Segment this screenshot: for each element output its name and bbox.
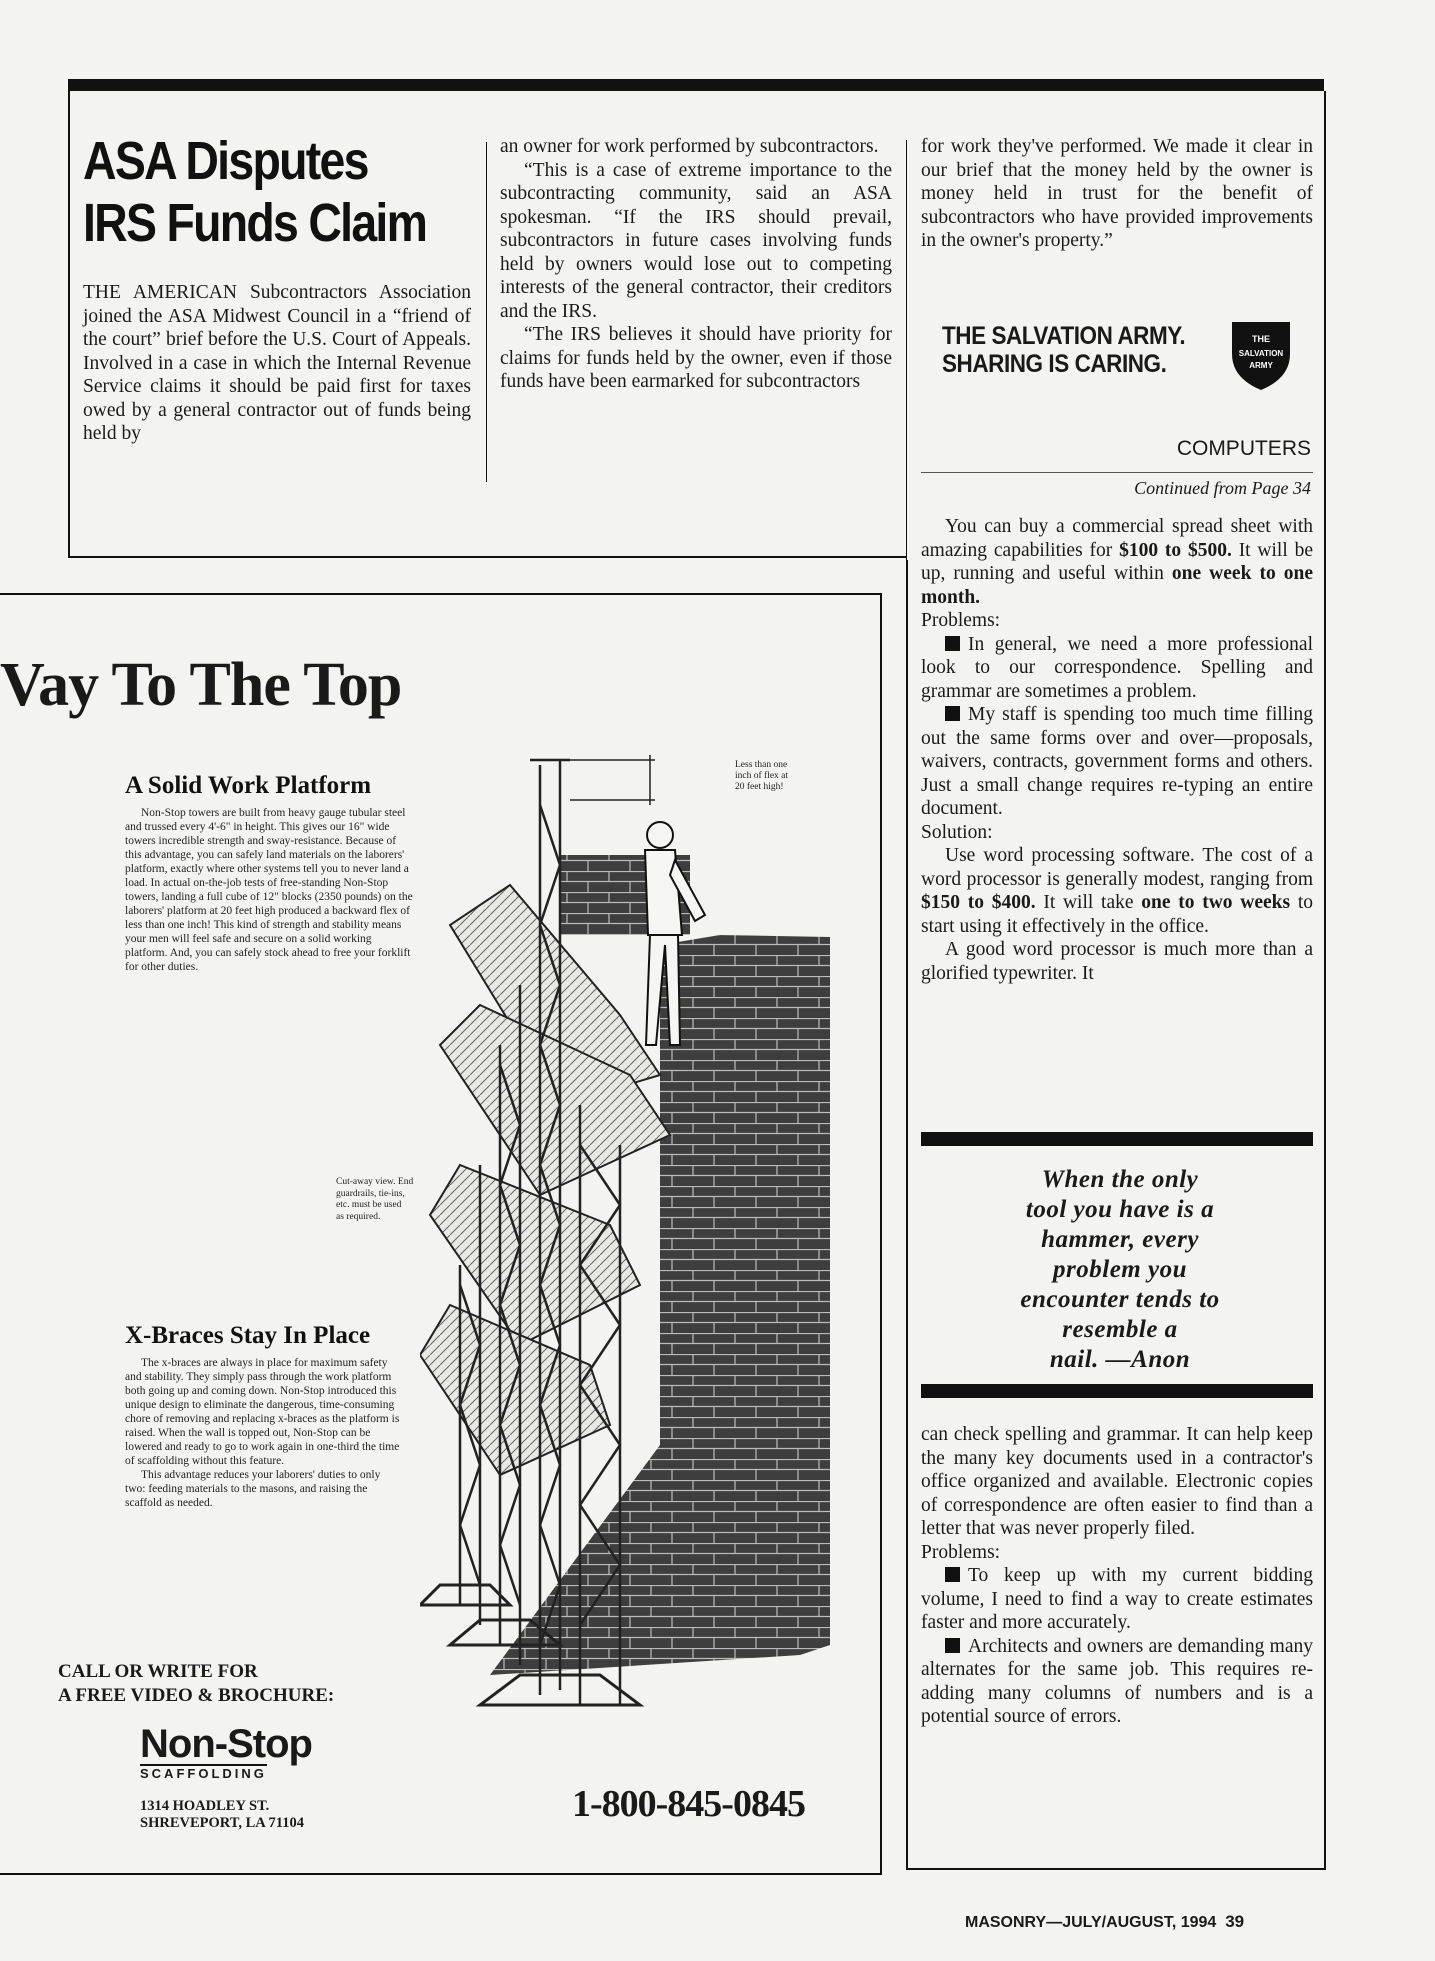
- quote-line: When the only: [1041, 1166, 1199, 1193]
- article-col2-p1: an owner for work performed by subcontractors.: [500, 136, 879, 157]
- computers-bullet1: In general, we need a more professional look to our correspondence. Spelling and grammar are sometimes a problem.: [921, 633, 1313, 702]
- computers-bullet4: Architects and owners are demanding many alternates for the same job. This requires re-adding many columns of numbers and is a potential source of errors.: [921, 1635, 1313, 1727]
- cutaway-note: Cut-away view. End guardrails, tie-ins, etc. must be used as required.: [336, 1177, 414, 1222]
- computers-solution: Solution:: [921, 821, 993, 843]
- computers-bullet2: My staff is spending too much time filling out the same forms over and over—proposals, waivers, contracts, government forms and others. Just a small change requires re-typing an entire document.: [921, 704, 1313, 819]
- article-col2-p3: “The IRS believes it should have priority for claims for funds held by the owner, even if those funds have been earmarked for subcontractors: [500, 324, 892, 392]
- ad-border-bottom: [0, 1873, 882, 1875]
- footer-text: MASONRY—JULY/AUGUST, 1994 39: [965, 1912, 1245, 1931]
- shield-text-mid: SALVATION: [1238, 349, 1284, 358]
- ad-border-right: [880, 593, 882, 1875]
- computers-section-rule: [921, 472, 1313, 473]
- quote-line: hammer, every: [1041, 1226, 1199, 1253]
- salvation-army-line1: THE SALVATION ARMY.: [942, 322, 1186, 350]
- ad-heading-xbraces: X-Braces Stay In Place: [125, 1322, 371, 1349]
- shield-text-bot: ARMY: [1249, 361, 1273, 370]
- computers-col-bottom: [921, 1423, 1313, 1729]
- article-col-divider-2: [906, 140, 907, 560]
- quote-line: encounter tends to: [1020, 1286, 1220, 1313]
- article-col-3: [921, 135, 1313, 253]
- quote-rule-top: [921, 1132, 1313, 1146]
- ad-border-top: [0, 593, 882, 595]
- computers-section-title: COMPUTERS: [1176, 437, 1311, 460]
- ad-body-xbraces: The x-braces are always in place for maximum safety and stability. They simply pass through the work platform both going up and coming down. Non-Stop introduced this unique design to eliminate the dangerous, time-consuming chore of removing and replacing x-braces as the platform is raised. When the wall is topped out, Non-Stop can be lowered and ready to go to work again in one-third the time of scaffolding without this feature. This advantage reduces your laborers' duties to only two: feeding materials to the masons, and raising the scaffold as needed.: [125, 1357, 400, 1509]
- article-box-left: [68, 91, 70, 558]
- flex-note: Less than one inch of flex at 20 feet high!: [735, 760, 789, 792]
- computers-col-top: [921, 515, 1313, 985]
- ad-cta-line1: CALL OR WRITE FOR: [58, 1661, 258, 1682]
- ad-address-2: SHREVEPORT, LA 71104: [140, 1815, 304, 1831]
- bullet-square-icon: [945, 706, 960, 721]
- salvation-army-shield-icon: [1228, 316, 1294, 392]
- article-col3-text: for work they've performed. We made it clear in our brief that the money held by the owner is money held in trust for the benefit of subcontractors who have provided improvements in the owner's property.”: [921, 136, 1313, 251]
- article-col2-p2: “This is a case of extreme importance to the subcontracting community, said an ASA spokesman. “If the IRS should prevail, subcontractors in future cases involving funds held by owners would lose out to competing interests of the general contractor, their creditors and the IRS.: [500, 159, 892, 322]
- computers-col-border-left: [906, 560, 908, 1870]
- computers-bullet3: To keep up with my current bidding volume, I need to find a way to create estimates faster and more accurately.: [921, 1565, 1313, 1633]
- computers-p3: A good word processor is much more than a glorified typewriter. It: [921, 939, 1313, 984]
- article-col-2: [500, 135, 892, 394]
- quote-line: tool you have is a: [1025, 1196, 1215, 1223]
- shield-text-top: THE: [1252, 334, 1270, 344]
- ad-phone: 1-800-845-0845: [572, 1783, 805, 1825]
- computers-p4: can check spelling and grammar. It can help keep the many key documents used in a contractor's office organized and available. Electronic copies of correspondence are often easier to find than a letter that was never properly filed.: [921, 1424, 1313, 1539]
- quote-block: [930, 1165, 1310, 1375]
- scaffold-illustration: [420, 745, 870, 1730]
- computers-p1: You can buy a commercial spread sheet with amazing capabilities for $100 to $500. It will be up, running and useful within one week to one month.: [921, 516, 1313, 608]
- computers-col-border-bottom: [906, 1868, 1326, 1870]
- computers-col-border-right: [1324, 91, 1326, 1870]
- article-box-bottom: [68, 556, 906, 558]
- quote-line: problem you: [1053, 1256, 1187, 1283]
- bullet-square-icon: [945, 1567, 960, 1582]
- ad-cta-line2: A FREE VIDEO & BROCHURE:: [58, 1685, 335, 1706]
- computers-problems2: Problems:: [921, 1541, 1001, 1563]
- article-col-divider-1: [486, 142, 487, 482]
- computers-p2: Use word processing software. The cost of a word processor is generally modest, ranging from $150 to $400. It will take one to two weeks to start using it effectively in the office.: [921, 845, 1313, 937]
- top-rule: [68, 79, 1324, 91]
- article-headline-2: IRS Funds Claim: [83, 193, 427, 253]
- computers-problems1: Problems:: [921, 610, 1001, 631]
- quote-line: resemble a: [1062, 1316, 1178, 1343]
- ad-address-1: 1314 HOADLEY ST.: [140, 1798, 270, 1814]
- ad-heading-platform: A Solid Work Platform: [125, 772, 372, 799]
- bullet-square-icon: [945, 636, 960, 651]
- quote-line: nail. —Anon: [1049, 1346, 1191, 1373]
- ad-body-platform: Non-Stop towers are built from heavy gauge tubular steel and trussed every 4'-6" in height. This gives our 16" wide towers incredible strength and sway-resistance. Because of this advantage, you can safely land materials on the laborers' platform, exactly where other systems tell you to never land a load. In actual on-the-job tests of free-standing Non-Stop towers, landing a full cube of 12" blocks (2350 pounds) on the laborers' platform at 20 feet high produced a backward flex of less than one inch! This kind of strength and stability means your men will feel safe and secure on a solid working platform. And, you can safely stock ahead to free your forklift for other duties.: [125, 807, 413, 973]
- ad-title: Vay To The Top: [0, 651, 402, 719]
- computers-continued: Continued from Page 34: [1134, 478, 1311, 498]
- article-col-1: [83, 281, 471, 446]
- quote-rule-bottom: [921, 1384, 1313, 1398]
- article-col1-text: THE AMERICAN Subcontractors Association joined the ASA Midwest Council in a “friend of the court” brief before the U.S. Court of Appeals. Involved in a case in which the Internal Revenue Service claims it should be paid first for taxes owed by a general contractor out of funds being held by: [83, 282, 471, 444]
- salvation-army-line2: SHARING IS CARING.: [942, 350, 1167, 378]
- article-headline-1: ASA Disputes: [83, 131, 368, 191]
- nonstop-logo: Non-Stop SCAFFOLDING: [140, 1722, 312, 1781]
- flex-dimension-mark: [570, 755, 655, 805]
- bullet-square-icon: [945, 1638, 960, 1653]
